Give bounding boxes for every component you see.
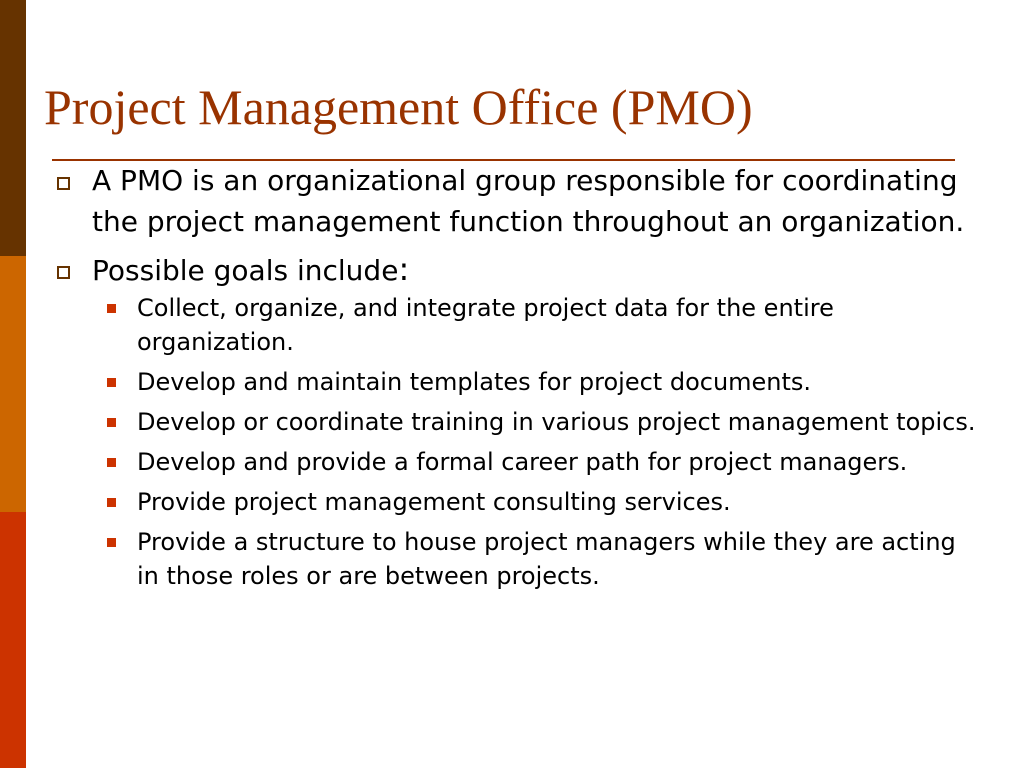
sub-bullet-item [0, 365, 977, 399]
bullet-text-colon: : [398, 250, 410, 288]
hollow-square-bullet-icon [57, 177, 70, 190]
slide-title: Project Management Office (PMO) [44, 79, 753, 135]
sub-bullet-text: Develop or coordinate training in various project management topics. [137, 408, 976, 436]
filled-square-bullet-icon [107, 418, 116, 427]
filled-square-bullet-icon [107, 538, 116, 547]
bullet-item [0, 160, 972, 242]
filled-square-bullet-icon [107, 378, 116, 387]
filled-square-bullet-icon [107, 458, 116, 467]
sub-bullet-item [0, 445, 977, 479]
sub-bullet-text: Provide a structure to house project managers while they are acting in those roles or are between projects. [137, 528, 956, 590]
filled-square-bullet-icon [107, 304, 116, 313]
filled-square-bullet-icon [107, 498, 116, 507]
sub-bullet-text: Develop and provide a formal career path for project managers. [137, 448, 908, 476]
hollow-square-bullet-icon [57, 266, 70, 279]
bullet-text: Possible goals include [92, 254, 399, 287]
slide-content [0, 160, 1000, 593]
sub-bullet-text: Provide project management consulting services. [137, 488, 731, 516]
sub-bullet-text: Develop and maintain templates for project documents. [137, 368, 812, 396]
sub-bullet-item [0, 405, 977, 439]
sub-bullet-text: Collect, organize, and integrate project data for the entire organization. [137, 294, 834, 356]
bullet-text: A PMO is an organizational group responsible for coordinating the project management function throughout an organization. [92, 164, 965, 238]
sub-bullet-item [0, 525, 977, 593]
sub-bullet-item [0, 485, 977, 519]
sub-bullet-item [0, 291, 977, 359]
bullet-item [0, 249, 972, 291]
